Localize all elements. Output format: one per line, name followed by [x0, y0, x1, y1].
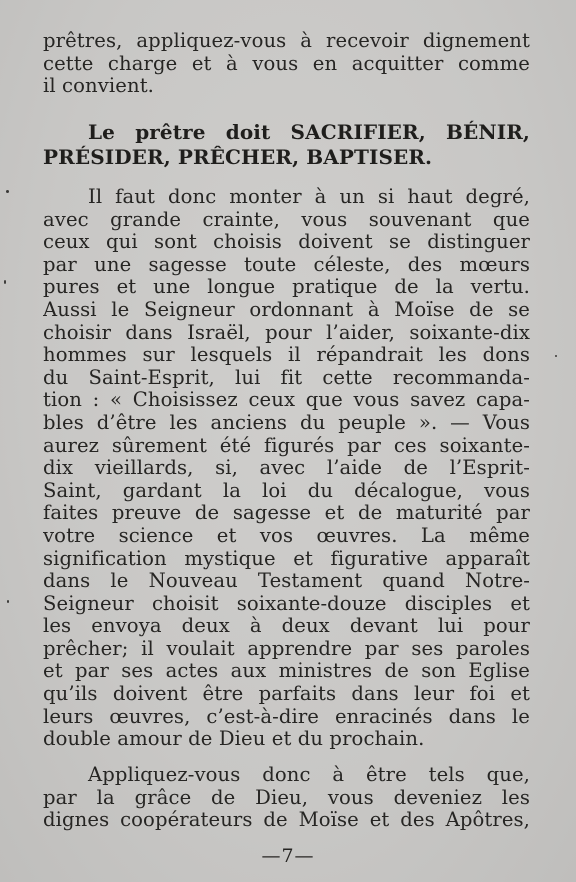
text-line: signification mystique et figurative apparaît — [43, 547, 530, 570]
paper-speck — [7, 600, 9, 603]
text-line: prêtres, appliquez-vous à recevoir dignement — [43, 30, 530, 52]
text-line: tion : « Choisissez ceux que vous savez capa- — [43, 389, 530, 412]
paragraph-1 — [43, 186, 530, 751]
paper-speck — [4, 280, 6, 284]
text-line: cette charge et à vous en acquitter comme — [43, 52, 530, 75]
text-line: leurs œuvres, c’est-à-dire enracinés dans le — [43, 705, 530, 728]
text-line: par une sagesse toute céleste, des mœurs — [43, 253, 530, 276]
text-line: les envoya deux à deux devant lui pour — [43, 615, 530, 638]
text-line: aurez sûrement été figurés par ces soixante- — [43, 434, 530, 457]
text-line: faites preuve de sagesse et de maturité par — [43, 502, 530, 525]
paper-speck — [6, 190, 9, 193]
text-line: et par ses actes aux ministres de son Eglise — [43, 660, 530, 683]
text-line: dix vieillards, si, avec l’aide de l’Esprit- — [43, 457, 530, 480]
section-heading — [43, 120, 530, 170]
text-line: qu’ils doivent être parfaits dans leur foi et — [43, 683, 530, 706]
text-line: ceux qui sont choisis doivent se distinguer — [43, 231, 530, 254]
text-line: prêcher; il voulait apprendre par ses paroles — [43, 637, 530, 660]
paragraph-2 — [43, 764, 530, 832]
text-line: Appliquez-vous donc à être tels que, — [88, 764, 530, 786]
opening-text-block — [43, 30, 530, 98]
text-line: du Saint-Esprit, lui fit cette recommanda- — [43, 366, 530, 389]
paper-speck — [555, 355, 557, 357]
text-line: dignes coopérateurs de Moïse et des Apôtres, — [43, 809, 530, 832]
text-line: Il faut donc monter à un si haut degré, — [88, 186, 530, 208]
text-line: votre science et vos œuvres. La même — [43, 524, 530, 547]
text-line: choisir dans Israël, pour l’aider, soixante-dix — [43, 321, 530, 344]
heading-line: PRÉSIDER, PRÊCHER, BAPTISER. — [43, 145, 433, 169]
text-line: Saint, gardant la loi du décalogue, vous — [43, 479, 530, 502]
text-line: pures et une longue pratique de la vertu. — [43, 276, 530, 299]
text-line: hommes sur lesquels il répandrait les dons — [43, 344, 530, 367]
heading-line: Le prêtre doit SACRIFIER, BÉNIR, — [88, 120, 530, 144]
text-line: double amour de Dieu et du prochain. — [43, 727, 425, 751]
text-line: il convient. — [43, 74, 155, 98]
text-line: dans le Nouveau Testament quand Notre- — [43, 570, 530, 593]
text-line: bles d’être les anciens du peuple ». — Vous — [43, 411, 530, 434]
text-line: par la grâce de Dieu, vous deveniez les — [43, 786, 530, 809]
text-line: Aussi le Seigneur ordonnant à Moïse de se — [43, 298, 530, 321]
text-line: avec grande crainte, vous souvenant que — [43, 208, 530, 231]
page-number: —7— — [261, 845, 315, 867]
text-line: Seigneur choisit soixante-douze disciples et — [43, 592, 530, 615]
